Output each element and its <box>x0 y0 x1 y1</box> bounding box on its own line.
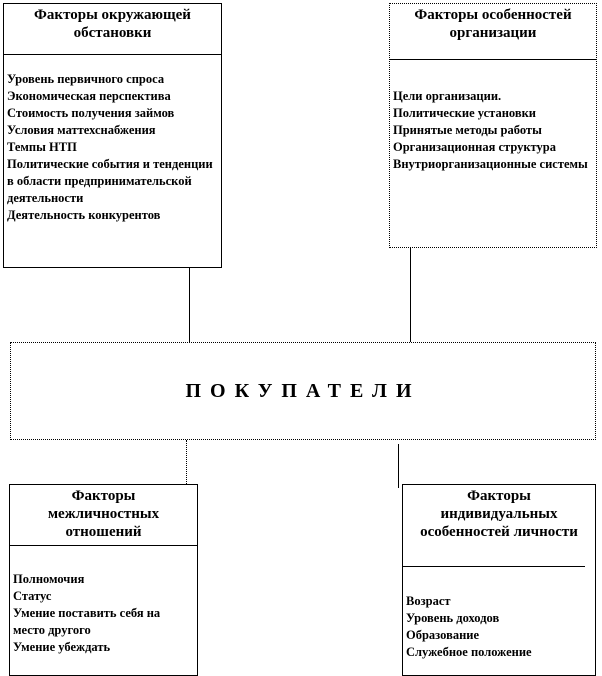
individual-factors-list <box>403 593 593 661</box>
list-item: Возраст <box>406 594 451 608</box>
list-item: Образование <box>406 628 480 642</box>
list-item: Умение поставить себя на место другого <box>13 606 161 637</box>
interpersonal-factors-title: Факторы межличностных отношений <box>47 488 160 540</box>
buyers-label: ПОКУПАТЕЛИ <box>185 379 421 402</box>
connector-organization-to-buyers <box>410 248 411 342</box>
list-item: Деятельность конкурентов <box>7 208 161 222</box>
organization-factors-list <box>390 88 594 173</box>
interpersonal-title-divider <box>10 545 197 546</box>
list-item: Умение убеждать <box>13 640 111 654</box>
environment-factors-title: Факторы окружающей обстановки <box>34 7 191 41</box>
connector-environment-to-buyers <box>189 268 190 342</box>
connector-buyers-to-individual <box>398 444 399 488</box>
list-item: Полномочия <box>13 572 85 586</box>
list-item: Цели организации. <box>393 89 502 103</box>
list-item: Статус <box>13 589 52 603</box>
environment-title-divider <box>4 54 221 55</box>
list-item: Условия маттехснабжения <box>7 123 156 137</box>
buyers-box <box>10 342 596 440</box>
list-item: Принятые методы работы <box>393 123 542 137</box>
list-item: Экономическая перспектива <box>7 89 171 103</box>
environment-factors-list <box>4 71 219 224</box>
individual-factors-box <box>402 484 596 676</box>
environment-factors-box <box>3 3 222 268</box>
list-item: Уровень доходов <box>406 611 500 625</box>
list-item: Политические события и тенденции в области предпринимательской деятельности <box>7 157 213 205</box>
list-item: Организационная структура <box>393 140 556 154</box>
list-item: Внутриорганизационные системы <box>393 157 588 171</box>
list-item: Служебное положение <box>406 645 532 659</box>
list-item: Уровень первичного спроса <box>7 72 165 86</box>
organization-title-divider <box>390 59 596 60</box>
organization-factors-title: Факторы особенностей организации <box>414 7 572 41</box>
organization-factors-box <box>389 3 597 248</box>
list-item: Политические установки <box>393 106 536 120</box>
interpersonal-factors-box <box>9 484 198 676</box>
connector-buyers-to-interpersonal <box>186 440 187 484</box>
list-item: Темпы НТП <box>7 140 77 154</box>
list-item: Стоимость получения займов <box>7 106 175 120</box>
interpersonal-factors-list <box>10 571 195 656</box>
individual-title-divider <box>403 566 585 567</box>
individual-factors-title: Факторы индивидуальных особенностей личности <box>420 488 578 540</box>
